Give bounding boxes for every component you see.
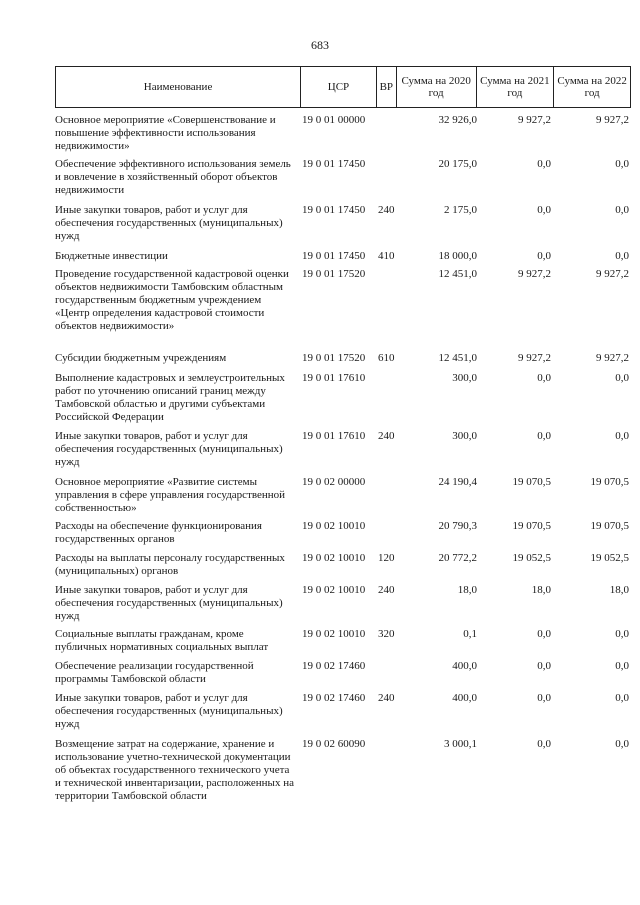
row-sum-2022: 0,0 [615,692,629,704]
row-sum-2021: 0,0 [537,204,551,216]
row-sum-2022: 0,0 [615,250,629,262]
row-name: Бюджетные инвестиции [55,250,168,262]
row-sum-2020: 3 000,1 [444,738,477,750]
row-vr: 120 [378,552,395,564]
row-sum-2022: 0,0 [615,628,629,640]
row-sum-2021: 19 052,5 [512,552,551,564]
row-csr: 19 0 01 17450 [302,250,366,262]
row-vr: 240 [378,430,395,442]
header-sum-2021: Сумма на 2021 год [477,67,555,107]
row-sum-2022: 0,0 [615,204,629,216]
row-sum-2020: 2 175,0 [444,204,477,216]
header-vr: ВР [377,67,397,107]
row-csr: 19 0 02 10010 [302,520,366,532]
row-sum-2022: 0,0 [615,158,629,170]
header-sum-2020: Сумма на 2020 год [397,67,477,107]
row-sum-2021: 18,0 [531,584,551,596]
row-sum-2020: 300,0 [452,372,477,384]
row-sum-2020: 400,0 [452,692,477,704]
row-name: Проведение государственной кадастровой оценки объектов недвижимости Тамбовским областным государственным бюджетным учреждением «Центр определения кадастровой стоимости объектов недвижимости» [55,268,289,332]
row-sum-2020: 20 175,0 [438,158,477,170]
row-name: Обеспечение эффективного использования земель и вовлечение в хозяйственный оборот объектов недвижимости [55,158,291,196]
row-name: Расходы на обеспечение функционирования государственных органов [55,520,262,545]
row-name: Иные закупки товаров, работ и услуг для обеспечения государственных (муниципальных) нужд [55,204,283,242]
row-sum-2022: 0,0 [615,738,629,750]
row-sum-2021: 9 927,2 [518,352,551,364]
row-sum-2022: 19 052,5 [590,552,629,564]
row-name: Субсидии бюджетным учреждениям [55,352,227,364]
row-sum-2021: 9 927,2 [518,268,551,280]
row-sum-2021: 0,0 [537,692,551,704]
row-csr: 19 0 02 10010 [302,584,366,596]
row-sum-2020: 12 451,0 [438,352,477,364]
row-csr: 19 0 01 17520 [302,352,366,364]
row-sum-2022: 9 927,2 [596,114,629,126]
row-name: Возмещение затрат на содержание, хранение и использование учетно-технической документации об объектах государственного технического учета и технической инвентаризации, расположенных на территории Тамбовской области [55,738,294,802]
row-sum-2021: 0,0 [537,628,551,640]
row-name: Основное мероприятие «Совершенствование и повышение эффективности использования недвижимости» [55,114,276,152]
row-name: Иные закупки товаров, работ и услуг для обеспечения государственных (муниципальных) нужд [55,692,283,730]
row-csr: 19 0 02 10010 [302,628,366,640]
row-sum-2020: 300,0 [452,430,477,442]
row-sum-2022: 19 070,5 [590,520,629,532]
row-sum-2020: 400,0 [452,660,477,672]
row-sum-2022: 0,0 [615,660,629,672]
header-sum-2022: Сумма на 2022 год [557,75,627,99]
row-name: Иные закупки товаров, работ и услуг для обеспечения государственных (муниципальных) нужд [55,584,283,622]
row-sum-2022: 0,0 [615,430,629,442]
row-vr: 240 [378,584,395,596]
row-sum-2022: 0,0 [615,372,629,384]
row-csr: 19 0 01 17450 [302,158,366,170]
header-name: Наименование [56,67,301,107]
row-name: Обеспечение реализации государственной программы Тамбовской области [55,660,254,685]
row-vr: 240 [378,204,395,216]
row-csr: 19 0 02 60090 [302,738,366,750]
row-csr: 19 0 02 10010 [302,552,366,564]
row-sum-2020: 24 190,4 [438,476,477,488]
row-csr: 19 0 01 17450 [302,204,366,216]
row-sum-2020: 18,0 [457,584,477,596]
row-sum-2020: 20 790,3 [438,520,477,532]
row-vr: 240 [378,692,395,704]
row-sum-2020: 0,1 [463,628,477,640]
row-name: Иные закупки товаров, работ и услуг для обеспечения государственных (муниципальных) нужд [55,430,283,468]
row-sum-2021: 9 927,2 [518,114,551,126]
row-sum-2020: 12 451,0 [438,268,477,280]
row-name: Социальные выплаты гражданам, кроме публичных нормативных социальных выплат [55,628,269,653]
row-vr: 410 [378,250,395,262]
row-csr: 19 0 01 17610 [302,430,366,442]
row-sum-2021: 19 070,5 [512,476,551,488]
row-sum-2021: 0,0 [537,372,551,384]
row-csr: 19 0 01 17520 [302,268,366,280]
row-sum-2021: 0,0 [537,738,551,750]
row-sum-2020: 20 772,2 [438,552,477,564]
row-name: Расходы на выплаты персоналу государственных (муниципальных) органов [55,552,285,577]
row-sum-2020: 18 000,0 [438,250,477,262]
row-sum-2021: 0,0 [537,158,551,170]
row-csr: 19 0 01 00000 [302,114,366,126]
row-sum-2022: 18,0 [609,584,629,596]
row-name: Выполнение кадастровых и землеустроительных работ по уточнению описаний границ между Тамбовской областью и другими субъектами Российской Федерации [55,372,285,423]
row-csr: 19 0 02 17460 [302,660,366,672]
row-sum-2022: 9 927,2 [596,268,629,280]
row-sum-2021: 0,0 [537,660,551,672]
row-sum-2020: 32 926,0 [438,114,477,126]
row-vr: 610 [378,352,395,364]
row-csr: 19 0 01 17610 [302,372,366,384]
row-sum-2021: 0,0 [537,250,551,262]
row-sum-2022: 19 070,5 [590,476,629,488]
row-sum-2021: 19 070,5 [512,520,551,532]
row-sum-2022: 9 927,2 [596,352,629,364]
row-csr: 19 0 02 17460 [302,692,366,704]
row-sum-2021: 0,0 [537,430,551,442]
page-number: 683 [311,38,329,52]
row-csr: 19 0 02 00000 [302,476,366,488]
header-csr: ЦСР [301,67,377,107]
row-name: Основное мероприятие «Развитие системы управления в сфере управления государственной собственностью» [55,476,286,514]
row-vr: 320 [378,628,395,640]
table-header [55,66,631,108]
